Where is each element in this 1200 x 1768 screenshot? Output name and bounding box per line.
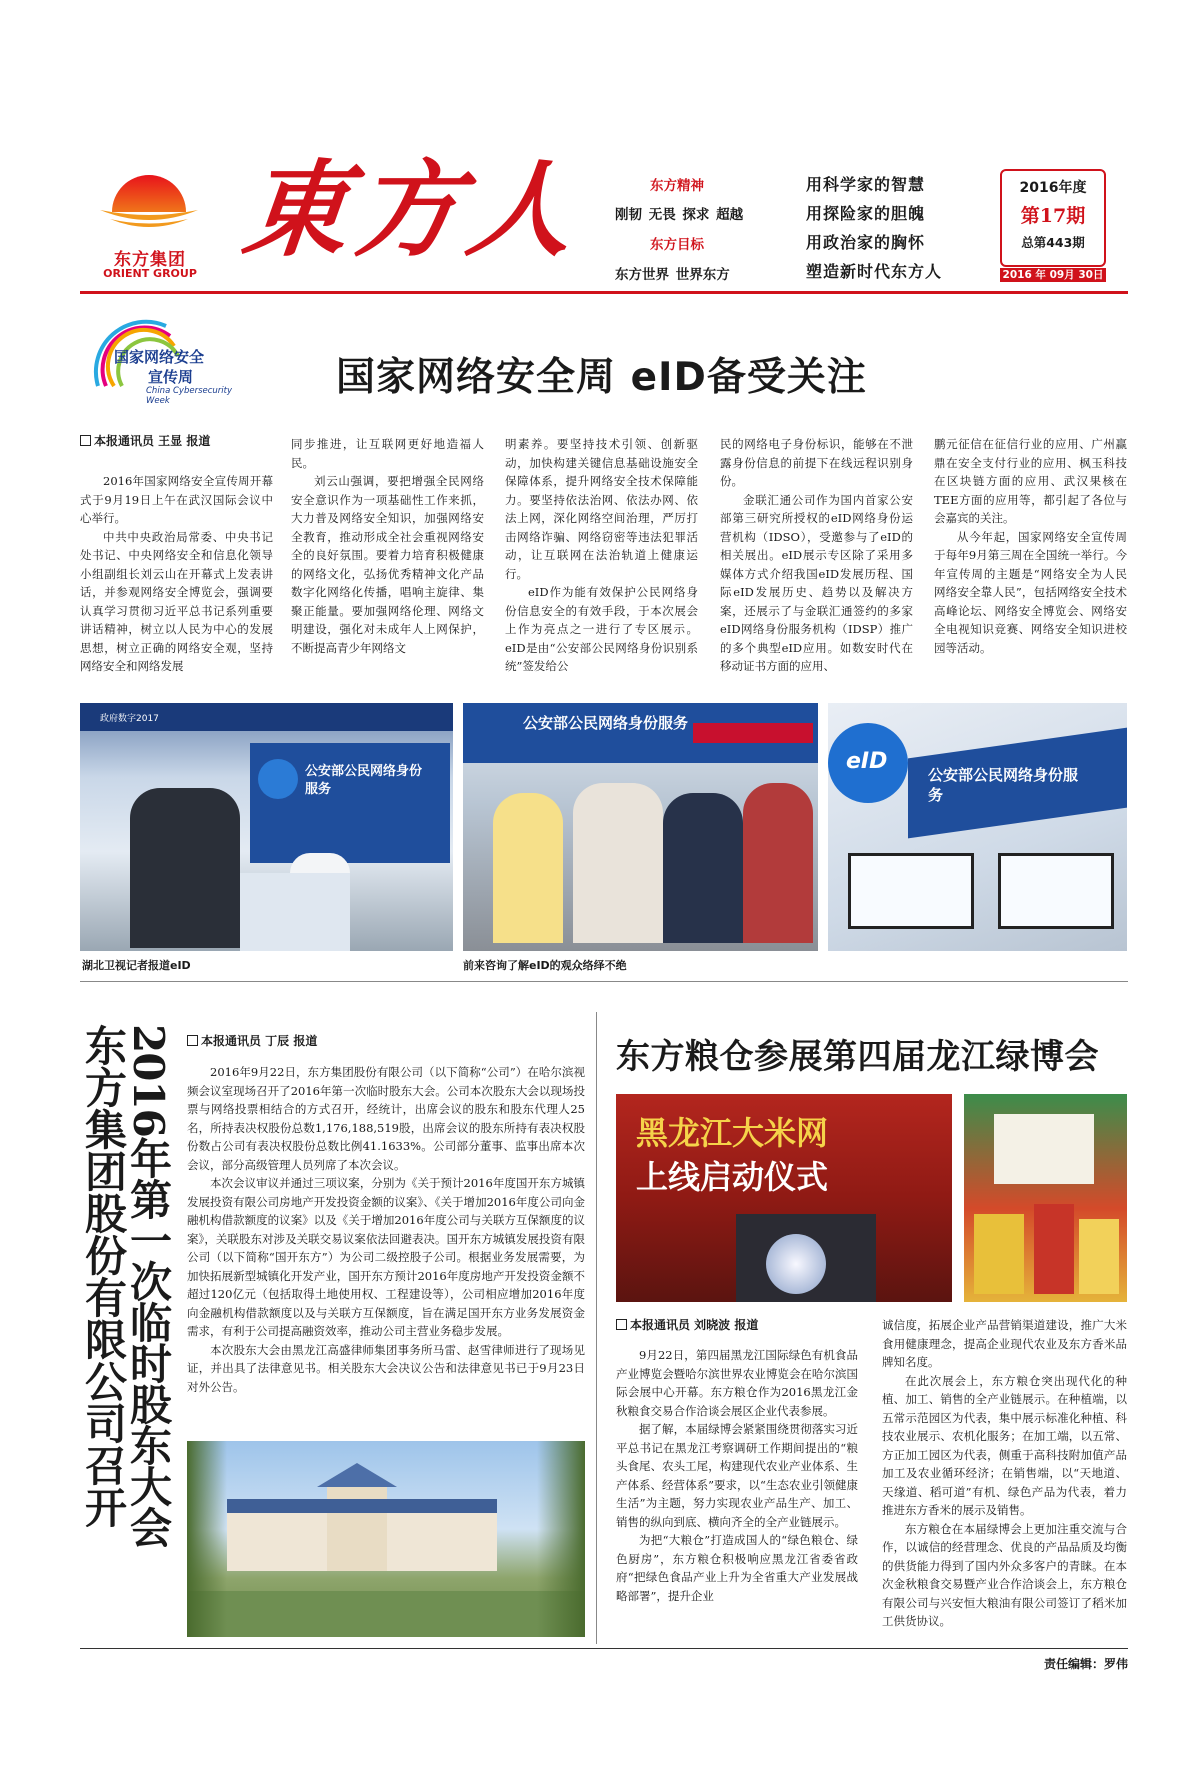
motto-4: 塑造新时代东方人 [806, 262, 943, 281]
issue-date: 2016 年 09月 30日 [1000, 268, 1106, 282]
article3-headline: 东方粮仓参展第四届龙江绿博会 [616, 1037, 1099, 1077]
photo-hotel [187, 1441, 585, 1637]
logo-line1: 国家网络安全 [114, 348, 205, 366]
spirit-text: 刚韧 无畏 探求 超越 [615, 207, 744, 223]
photo-visitors [463, 703, 818, 951]
footer-editor: 责任编辑：罗伟 [1043, 1657, 1128, 1671]
article2-headline-left: 2016年第一次临时股东大会 [124, 1024, 173, 1547]
article3-col1: 9月22日，第四届黑龙江国际绿色有机食品产业博览会暨哈尔滨世界农业博览会在哈尔滨国际会展中心开幕。东方粮仓作为2016黑龙江金秋粮食交易合作洽谈会展区企业代表参展。 据了解，本届绿博会紧紧围绕贯彻落实习近平总书记在黑龙江考察调研工作期间提出的“粮头食尾、农头工尾，构建现代农业产业体系、生产体系、经营体系”要求，以“生态农业引领健康生活”为主题，努力实现农业产品生产、加工、销售的纵向到底、横向齐全的全产业链展示。 为把“大粮仓”打造成国人的“绿色粮仓、绿色厨房”，东方粮仓积极响应黑龙江省委省政府“把绿色食品产业上升为全省重大产业发展战略部署”，提升企业 [616, 1348, 858, 1603]
photo-rice-booth [964, 1094, 1127, 1302]
article1-col2: 同步推进，让互联网更好地造福人民。 刘云山强调，要把增强全民网络安全意识作为一项基础性工作来抓，大力普及网络安全知识，加强网络安全教育，推动形成全社会重视网络安全的良好氛围。要着力培育积极健康的网络文化，弘扬优秀精神文化产品数字化网络化传播，唱响主旋律、集聚正能量。要加强网络伦理、网络文明建设，强化对未成年人上网保护，不断提高青少年网络文 [291, 437, 484, 655]
orient-group-logo [94, 160, 204, 250]
sign-1: 政府数字2017 [100, 714, 159, 724]
logo-line2: 宣传周 [148, 368, 194, 386]
article1-col3: 明素养。要坚持技术引领、创新驱动，加快构建关键信息基础设施安全保障体系，提升网络安全技术保障能力。要坚持依法治网、依法办网、依法上网，深化网络空间治理，严厉打击网络诈骗、网络窃密等违法犯罪活动，让互联网在法治轨道上健康运行。 eID作为能有效保护公民网络身份信息安全的有效手段，于本次展会上作为亮点之一进行了专区展示。eID是由“公安部公民网络身份识别系统”签发给公 [505, 437, 698, 673]
issue-number: 第17期 [1020, 205, 1086, 227]
cybersecurity-week-logo [86, 316, 256, 406]
spirit-heading: 东方精神 [650, 178, 704, 194]
photo-launch-ceremony [616, 1094, 952, 1302]
paper-title: 東方人 [237, 148, 587, 271]
article1-col1: 2016年国家网络安全宣传周开幕式于9月19日上午在武汉国际会议中心举行。 中共中央政治局常委、中央书记处书记、中央网络安全和信息化领导小组副组长刘云山在开幕式上发表讲话，并参观网络安全博览会，强调要认真学习贯彻习近平总书记系列重要讲话精神，树立以人民为中心的发展思想，树立正确的网络安全观，坚持网络安全和网络发展 [80, 474, 273, 673]
goal-text: 东方世界 世界东方 [615, 267, 730, 283]
footer-rule [80, 1648, 1128, 1649]
sign-4: 公安部公民网络身份服务 [928, 766, 1079, 804]
photo-eid-display [828, 703, 1127, 951]
masthead-rule [80, 291, 1128, 294]
photo-tv-reporter [80, 703, 453, 951]
masthead [0, 0, 1200, 300]
motto-2: 用探险家的胆魄 [806, 204, 926, 223]
logo-en: China Cybersecurity Week [146, 386, 233, 406]
banner-line1: 黑龙江大米网 [636, 1114, 829, 1152]
motto-3: 用政治家的胸怀 [806, 233, 926, 252]
article2-headline-right: 东方集团股份有限公司召开 [79, 1024, 128, 1528]
sign-3: 公安部公民网络身份服务 [523, 714, 689, 732]
photo-caption-2: 前来咨询了解eID的观众络绎不绝 [463, 959, 627, 972]
article3-col2: 诚信度，拓展企业产品营销渠道建设，推广大米食用健康理念，提高企业现代农业及东方香米品牌知名度。 在此次展会上，东方粮仓突出现代化的种植、加工、销售的全产业链展示。在种植端，以五常示范园区为代表，集中展示标准化种植、科技农业展示、农机化服务；在加工端，以五常、方正加工园区为代表，侧重于高科技附加值产品加工及农业循环经济；在销售端，以“天地道、天缘道、稻可道”有机、绿色产品为代表，着力推进东方香米的展示及销售。 东方粮仓在本届绿博会上更加注重交流与合作，以诚信的经营理念、优良的产品品质及均衡的供货能力得到了国内外众多客户的青睐。在本次金秋粮食交易暨产业合作洽谈会上，东方粮仓有限公司与兴安恒大粮油有限公司签订了稻米加工供货协议。 [882, 1318, 1127, 1628]
issue-year: 2016年度 [1019, 180, 1087, 196]
group-name-en: ORIENT GROUP [103, 267, 197, 280]
article2-body: 2016年9月22日，东方集团股份有限公司（以下简称“公司”）在哈尔滨视频会议室现场召开了2016年第一次临时股东大会。公司本次股东大会以现场投票与网络投票相结合的方式召开，经统计，出席会议的股东和股东代理人25名，所持表决权股份总数1,176,188,519股，出席会议的股东所持有表决权股份数占公司有表决权股份总数比例41.1633%。公司部分董事、监事出席本次会议，部分高级管理人员列席了本次会议。 本次会议审议并通过三项议案，分别为《关于预计2016年度国开东方城镇发展投资有限公司房地产开发投资金额的议案》、《关于增加2016年度公司向金融机构借款额度的议案》以及《关于增加2016年度公司与关联方互保额度的议案》，关联股东对涉及关联交易议案依法回避表决。国开东方城镇发展投资有限公司（以下简称“国开东方”）为公司二级控股子公司。根据业务发展需要，为加快拓展新型城镇化开发产业，国开东方预计2016年度房地产开发投资金额不超过120亿元（包括取得土地使用权、工程建设等），公司相应增加2016年度向金融机构借款额度以及与关联方互保额度，旨在满足国开东方业务发展资金需求，有利于公司提高融资效率，推动公司主营业务稳步发展。 本次股东大会由黑龙江高盛律师集团事务所马雷、赵雪律师进行了现场见证，并出具了法律意见书。相关股东大会决议公告和法律意见书已于9月23日对外公告。 [187, 1065, 585, 1394]
sign-eid-1: eID [846, 749, 888, 774]
motto-1: 用科学家的智慧 [806, 175, 926, 194]
column-divider [596, 1012, 597, 1644]
goal-heading: 东方目标 [650, 237, 704, 253]
group-name: 东方集团 [114, 250, 186, 270]
article1-headline: 国家网络安全周 eID备受关注 [336, 355, 867, 400]
issue-total: 总第443期 [1021, 235, 1085, 250]
article2-byline: 本报通讯员 丁辰 报道 [187, 1032, 317, 1050]
article1-col5: 鹏元征信在征信行业的应用、广州赢鼎在安全支付行业的应用、枫玉科技在区块链方面的应用、武汉果核在TEE方面的应用等，都引起了各位与会嘉宾的关注。 从今年起，国家网络安全宣传周于每年9月第三周在全国统一举行。今年宣传周的主题是“网络安全为人民 网络安全靠人民”，包括网络安全技术高峰论坛、网络安全博览会、网络安全电视知识竞赛、网络安全知识进校园等活动。 [934, 437, 1127, 655]
article3-byline: 本报通讯员 刘晓波 报道 [616, 1316, 758, 1334]
issue-box [1000, 169, 1106, 267]
article1-byline: 本报通讯员 王显 报道 [80, 432, 210, 450]
photo-caption-1: 湖北卫视记者报道eID [82, 959, 191, 972]
article1-col4: 民的网络电子身份标识，能够在不泄露身份信息的前提下在线远程识别身份。 金联汇通公司作为国内首家公安部第三研究所授权的eID网络身份运营机构（IDSO），受邀参与了eID的相关展出。eID展示专区除了采用多媒体方式介绍我国eID发展历程、国际eID发展历史、趋势以及解决方案，还展示了与金联汇通签约的多家eID网络身份服务机构（IDSP）推广的多个典型eID应用。如数安时代在移动证书方面的应用、 [720, 437, 913, 673]
section-divider [80, 981, 1128, 982]
banner-line2: 上线启动仪式 [636, 1158, 829, 1196]
sign-2: 公安部公民网络身份服务 [305, 764, 423, 797]
